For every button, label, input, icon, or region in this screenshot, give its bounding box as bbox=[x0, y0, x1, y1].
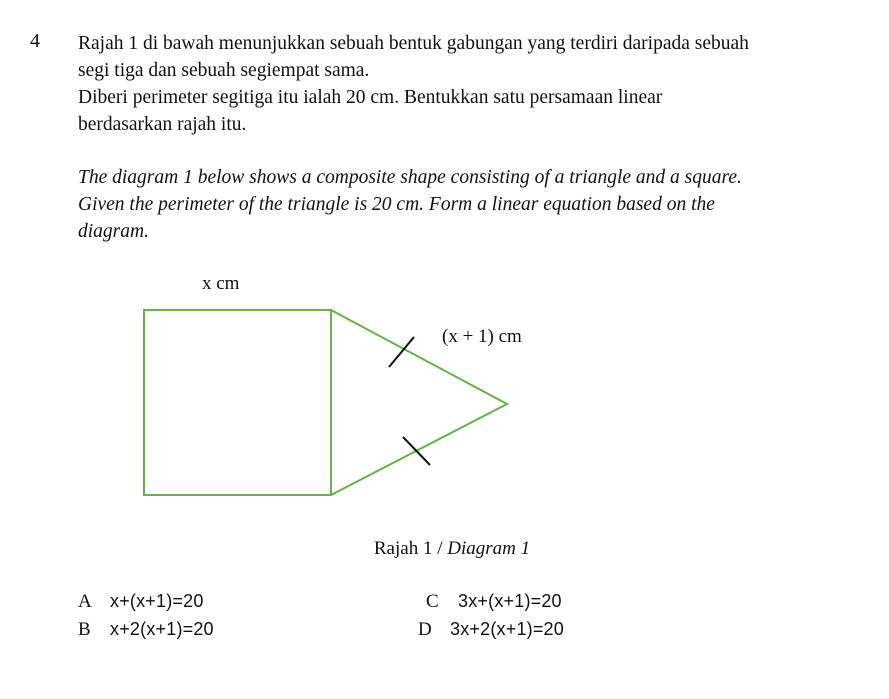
equal-side-tick-lower bbox=[403, 437, 430, 465]
malay-line-4: berdasarkan rajah itu. bbox=[78, 114, 247, 135]
square bbox=[144, 310, 331, 495]
english-line-3: diagram. bbox=[78, 221, 149, 242]
option-d[interactable] bbox=[418, 619, 564, 641]
option-a[interactable] bbox=[78, 591, 204, 613]
caption-english: Diagram 1 bbox=[447, 538, 531, 559]
triangle-side-label: (x + 1) cm bbox=[442, 326, 522, 347]
english-line-1: The diagram 1 below shows a composite shape consisting of a triangle and a square. bbox=[78, 167, 742, 188]
malay-line-3: Diberi perimeter segitiga itu ialah 20 cm. Bentukkan satu persamaan linear bbox=[78, 87, 663, 108]
option-d-letter: D bbox=[418, 619, 432, 640]
caption-malay: Rajah 1 / bbox=[373, 538, 448, 559]
english-line-2: Given the perimeter of the triangle is 20 cm. Form a linear equation based on the bbox=[78, 194, 715, 215]
malay-line-2: segi tiga dan sebuah segiempat sama. bbox=[78, 60, 370, 81]
option-a-letter: A bbox=[78, 591, 92, 612]
square-side-label: x cm bbox=[202, 273, 240, 294]
option-c-letter: C bbox=[426, 591, 439, 612]
option-b[interactable] bbox=[78, 619, 214, 641]
diagram-caption bbox=[0, 538, 889, 560]
option-c[interactable] bbox=[426, 591, 562, 613]
malay-line-1: Rajah 1 di bawah menunjukkan sebuah bentuk gabungan yang terdiri daripada sebuah bbox=[78, 33, 749, 54]
option-c-expression: 3x+(x+1)=20 bbox=[458, 591, 562, 611]
option-d-expression: 3x+2(x+1)=20 bbox=[450, 619, 564, 639]
option-b-letter: B bbox=[78, 619, 91, 640]
question-number: 4 bbox=[30, 30, 40, 52]
option-b-expression: x+2(x+1)=20 bbox=[110, 619, 214, 639]
option-a-expression: x+(x+1)=20 bbox=[110, 591, 204, 611]
